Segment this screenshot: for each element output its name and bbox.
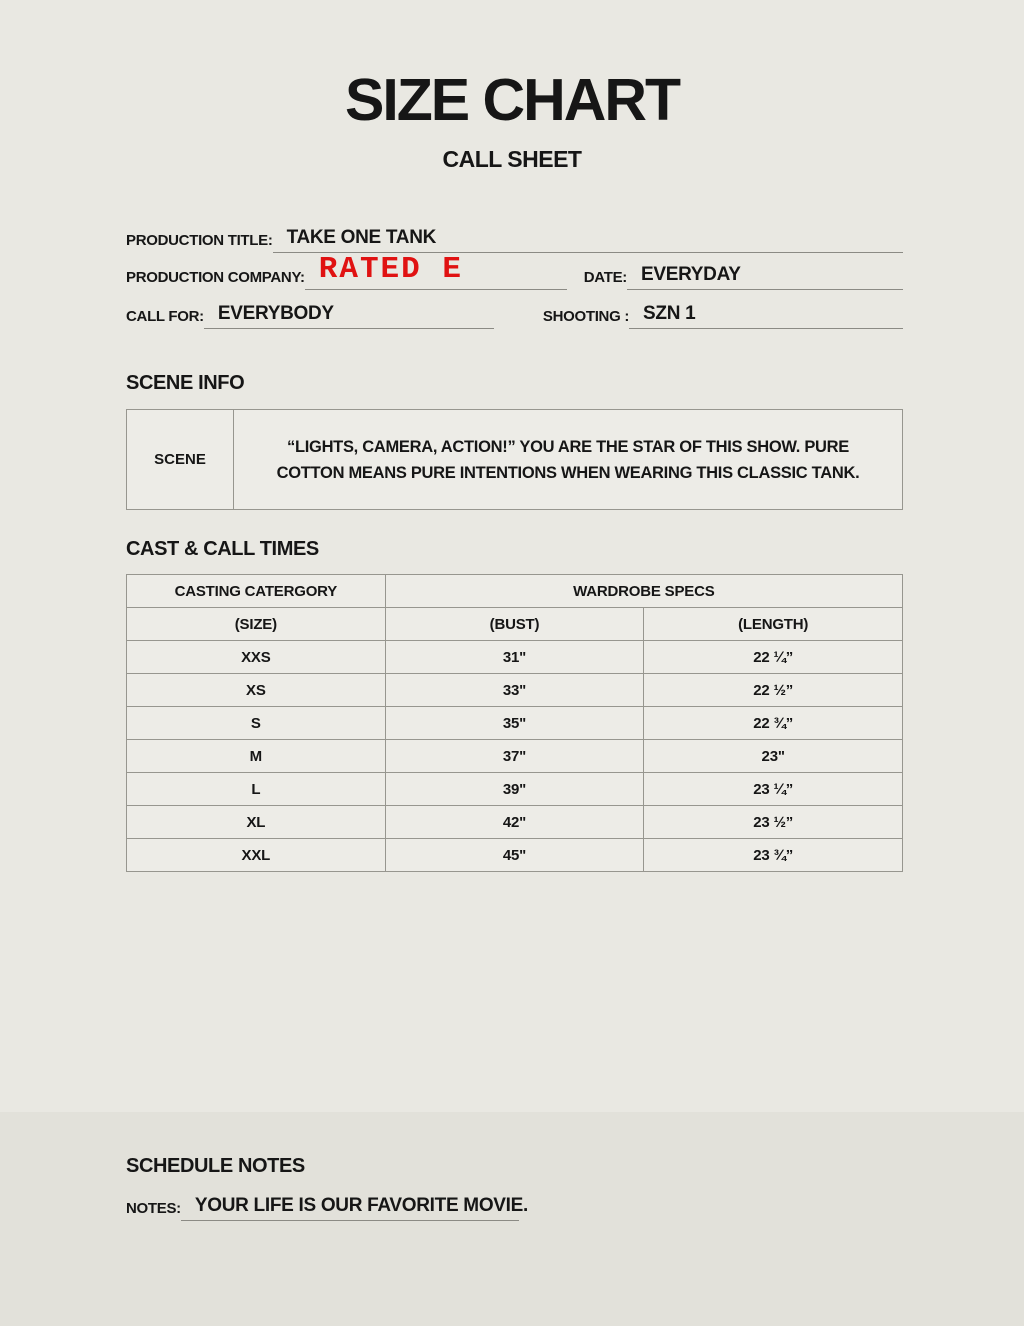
table-cell: 23" [644, 740, 903, 773]
size-table [126, 574, 903, 872]
call-for-value: EVERYBODY [217, 303, 334, 324]
table-cell: 22 ¾” [644, 707, 903, 740]
scene-box [126, 409, 903, 510]
column-header-bust: (BUST) [385, 608, 644, 641]
notes-row [126, 1194, 903, 1221]
table-row [127, 740, 903, 773]
date-label: DATE: [583, 269, 627, 286]
call-for-label: CALL FOR: [126, 308, 204, 325]
scene-description: “LIGHTS, CAMERA, ACTION!” YOU ARE THE STAR OF THIS SHOW. PURE COTTON MEANS PURE INTENTIONS WHEN WEARING THIS CLASSIC TANK. [276, 437, 860, 482]
table-cell: L [127, 773, 386, 806]
schedule-notes-heading: SCHEDULE NOTES [126, 1155, 305, 1177]
table-row [127, 773, 903, 806]
table-cell: 22 ½” [644, 674, 903, 707]
schedule-notes-section [126, 1155, 903, 1221]
table-row [127, 674, 903, 707]
scene-info-heading: SCENE INFO [126, 372, 245, 394]
column-header-length: (LENGTH) [644, 608, 903, 641]
table-cell: XXL [127, 839, 386, 872]
notes-value: YOUR LIFE IS OUR FAVORITE MOVIE. [194, 1195, 529, 1216]
page-subtitle: CALL SHEET [442, 146, 582, 172]
table-cell: 31" [385, 641, 644, 674]
table-cell: XL [127, 806, 386, 839]
table-row [127, 707, 903, 740]
table-cell: 37" [385, 740, 644, 773]
table-row [127, 806, 903, 839]
table-cell: 39" [385, 773, 644, 806]
table-cell: 22 ¼” [644, 641, 903, 674]
group-header-wardrobe-specs: WARDROBE SPECS [385, 575, 902, 608]
production-form [126, 226, 903, 329]
table-cell: S [127, 707, 386, 740]
production-company-date-row [126, 253, 903, 290]
table-cell: XXS [127, 641, 386, 674]
table-cell: 35" [385, 707, 644, 740]
notes-field [181, 1194, 529, 1221]
call-for-field [204, 302, 494, 329]
production-title-value: TAKE ONE TANK [286, 227, 437, 248]
table-cell: 23 ½” [644, 806, 903, 839]
column-header-size: (SIZE) [127, 608, 386, 641]
table-cell: 42" [385, 806, 644, 839]
production-company-label: PRODUCTION COMPANY: [126, 269, 305, 286]
table-cell: XS [127, 674, 386, 707]
shooting-value: SZN 1 [643, 303, 696, 324]
table-cell: 23 ¾” [644, 839, 903, 872]
call-for-shooting-row [126, 302, 903, 329]
production-title-label: PRODUCTION TITLE: [126, 232, 273, 249]
table-cell: 23 ¼” [644, 773, 903, 806]
production-title-field [273, 226, 903, 253]
shooting-label: SHOOTING : [542, 308, 630, 325]
table-cell: M [127, 740, 386, 773]
table-cell: 45" [385, 839, 644, 872]
cast-call-times-section [126, 538, 903, 872]
page-title: SIZE CHART [345, 67, 679, 133]
cast-call-times-heading: CAST & CALL TIMES [126, 538, 319, 560]
column-header-row [127, 608, 903, 641]
date-field [627, 263, 903, 290]
table-row [127, 839, 903, 872]
scene-row-label: SCENE [127, 410, 234, 509]
production-company-value: RATED E [318, 252, 463, 287]
group-header-row [127, 575, 903, 608]
production-company-field [305, 253, 567, 290]
scene-info-section [126, 372, 903, 510]
shooting-field [629, 302, 903, 329]
notes-label: NOTES: [126, 1200, 181, 1217]
size-table-body [127, 641, 903, 872]
date-value: EVERYDAY [640, 264, 741, 285]
table-row [127, 641, 903, 674]
group-header-casting-category: CASTING CATERGORY [127, 575, 386, 608]
production-title-row [126, 226, 903, 253]
table-cell: 33" [385, 674, 644, 707]
